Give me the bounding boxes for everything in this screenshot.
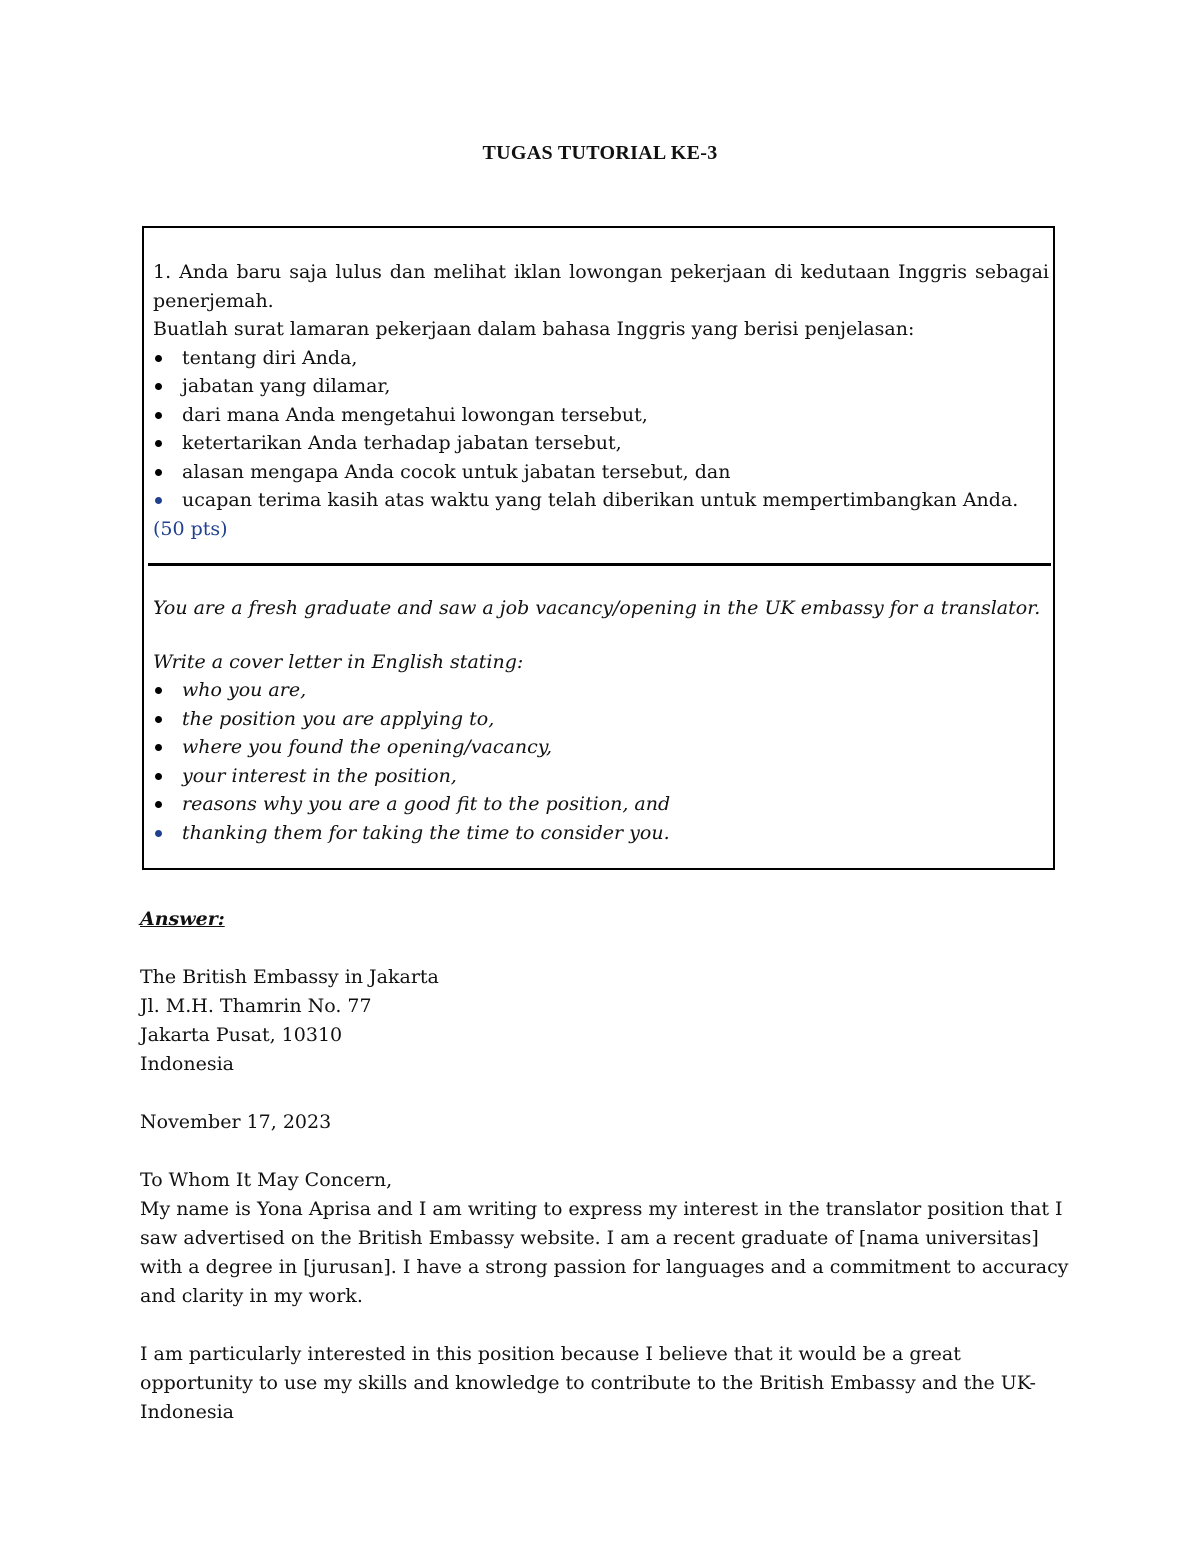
translation-bullet-list [153, 676, 1049, 847]
answer-label: Answer: [140, 908, 225, 930]
letter-paragraph-2: I am particularly interested in this position because I believe that it would be a great opportunity to use my skills and knowledge to contribute to the British Embassy and the UK-Indonesia [140, 1343, 1036, 1423]
bullet-icon [155, 440, 162, 447]
letter-paragraph-1: My name is Yona Aprisa and I am writing to express my interest in the translator position that I saw advertised on the British Embassy website. I am a recent graduate of [nama universitas] with a degree in [jurusan]. I have a strong passion for languages and a commitment to accuracy and clarity in my work. [140, 1198, 1069, 1307]
list-item: ketertarikan Anda terhadap jabatan tersebut, [153, 429, 1049, 458]
list-item: who you are, [153, 676, 1049, 705]
document-title: TUGAS TUTORIAL KE-3 [482, 142, 718, 164]
address-line: Jakarta Pusat, 10310 [140, 1024, 343, 1046]
bullet-icon [155, 801, 162, 808]
address-line: Jl. M.H. Thamrin No. 77 [140, 995, 372, 1017]
bullet-icon [155, 716, 162, 723]
answer-section [140, 905, 1070, 1427]
bullet-icon [155, 830, 162, 837]
bullet-icon [155, 744, 162, 751]
bullet-icon [155, 497, 162, 504]
letter-date: November 17, 2023 [140, 1111, 332, 1133]
bullet-icon [155, 687, 162, 694]
section-divider [148, 563, 1051, 566]
question-bullet-list [153, 344, 1049, 515]
bullet-icon [155, 469, 162, 476]
list-item: dari mana Anda mengetahui lowongan tersebut, [153, 401, 1049, 430]
list-item: the position you are applying to, [153, 705, 1049, 734]
list-item: reasons why you are a good fit to the position, and [153, 790, 1049, 819]
question-instruction: Buatlah surat lamaran pekerjaan dalam bahasa Inggris yang berisi penjelasan: [153, 318, 915, 340]
bullet-icon [155, 355, 162, 362]
address-line: Indonesia [140, 1053, 234, 1075]
question-section [153, 258, 1049, 543]
letter-salutation: To Whom It May Concern, [140, 1169, 393, 1191]
translation-intro: You are a fresh graduate and saw a job vacancy/opening in the UK embassy for a translator. [153, 597, 1041, 619]
list-item: alasan mengapa Anda cocok untuk jabatan tersebut, dan [153, 458, 1049, 487]
translation-section [153, 594, 1049, 847]
list-item: tentang diri Anda, [153, 344, 1049, 373]
bullet-icon [155, 412, 162, 419]
address-line: The British Embassy in Jakarta [140, 966, 439, 988]
list-item: your interest in the position, [153, 762, 1049, 791]
list-item: thanking them for taking the time to consider you. [153, 819, 1049, 848]
points-label: (50 pts) [153, 517, 228, 540]
list-item: ucapan terima kasih atas waktu yang telah diberikan untuk mempertimbangkan Anda. [153, 486, 1049, 515]
list-item: where you found the opening/vacancy, [153, 733, 1049, 762]
bullet-icon [155, 773, 162, 780]
task-box [142, 226, 1055, 870]
translation-instruction: Write a cover letter in English stating: [153, 650, 524, 673]
question-intro: 1. Anda baru saja lulus dan melihat iklan lowongan pekerjaan di kedutaan Inggris sebagai penerjemah. [153, 261, 1049, 312]
list-item: jabatan yang dilamar, [153, 372, 1049, 401]
bullet-icon [155, 383, 162, 390]
